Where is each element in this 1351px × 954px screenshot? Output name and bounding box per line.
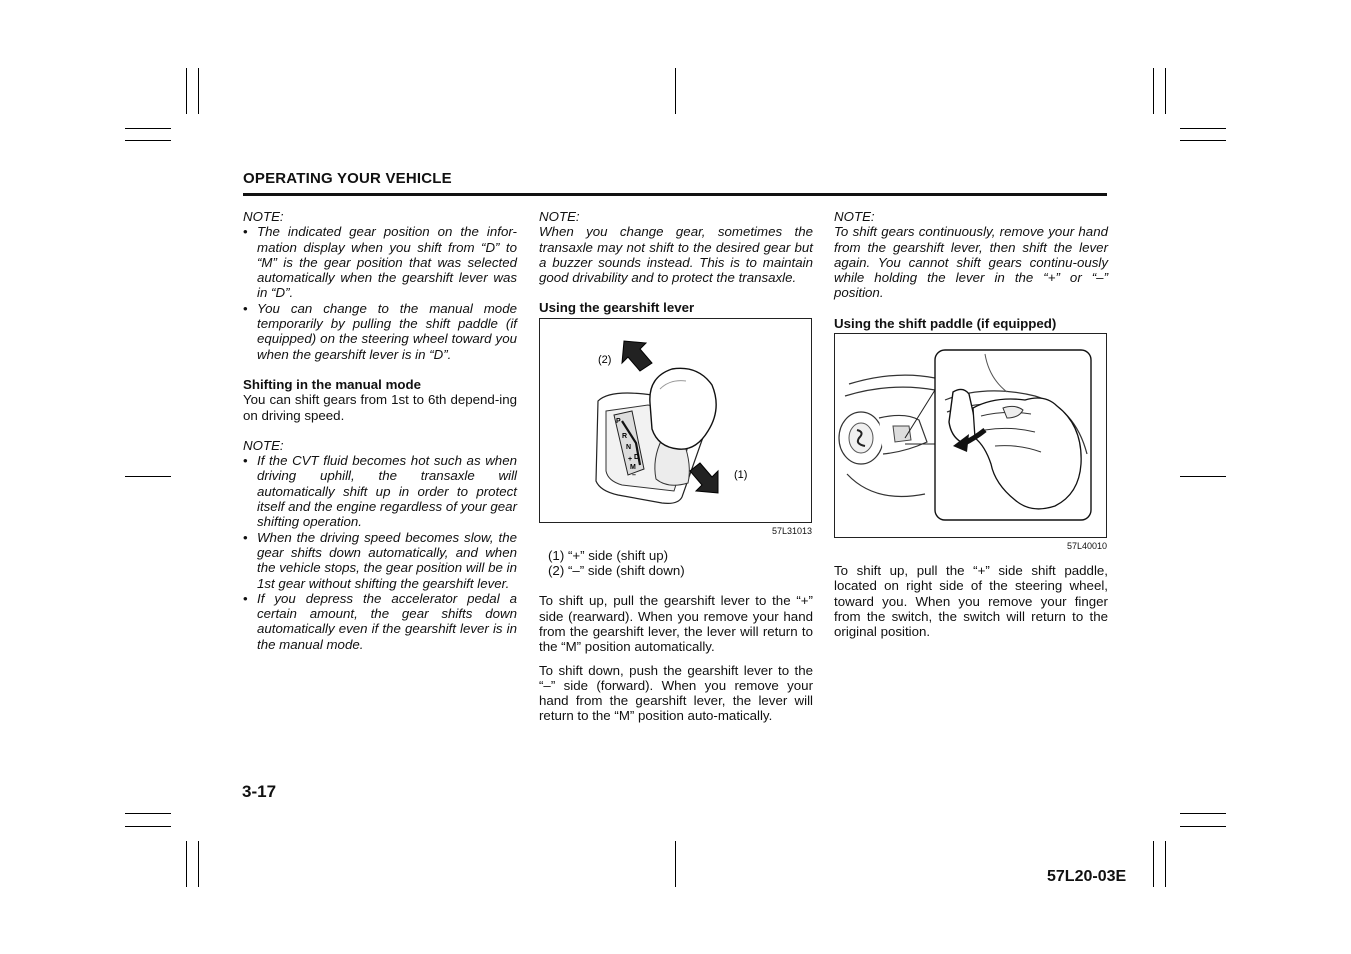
crop-mark (1180, 476, 1226, 477)
note-heading: NOTE: (834, 209, 875, 224)
crop-mark (1165, 841, 1166, 887)
crop-mark (675, 68, 676, 114)
crop-mark (1180, 140, 1226, 141)
shift-paddle-illustration (835, 334, 1106, 537)
gate-letter: P (616, 417, 621, 425)
body-paragraph: To shift up, pull the gearshift lever to the “+” side (rearward). When you remove your hand from the gearshift lever, the lever will return to the “M” position automatically. (539, 593, 813, 655)
note-item: • The indicated gear position on the infor-mation display when you shift from “D” to “M” is the gear position that was selected automatically when the gearshift lever was in “D”. (243, 224, 517, 300)
caption-item: (1) “+” side (shift up) (548, 547, 669, 563)
document-code: 57L20-03E (1047, 868, 1127, 885)
figure-captions (539, 548, 813, 579)
crop-mark (675, 841, 676, 887)
figure-code: 57L31013 (771, 525, 812, 536)
crop-mark (198, 68, 199, 114)
crop-mark (125, 813, 171, 814)
crop-mark (125, 128, 171, 129)
subsection-heading: Shifting in the manual mode (243, 376, 422, 392)
label-2: (2) (598, 353, 612, 366)
crop-mark (125, 826, 171, 827)
note-list (243, 224, 517, 362)
crop-mark (186, 68, 187, 114)
section-title: OPERATING YOUR VEHICLE (243, 170, 452, 187)
subsection-heading: Using the shift paddle (if equipped) (834, 315, 1057, 331)
gate-letter: D (634, 453, 640, 461)
gate-letter: M (630, 463, 636, 471)
page-number: 3-17 (242, 782, 277, 801)
note-item: • If the CVT fluid becomes hot such as when driving uphill, the transaxle will automatically shift up in order to protect itself and the engine regardless of your gear shifting operation. (243, 453, 517, 529)
gate-letter: – (632, 471, 636, 479)
caption-item: (2) “–” side (shift down) (548, 563, 685, 579)
gate-letter: + (628, 455, 633, 463)
label-1: (1) (734, 468, 748, 481)
note-heading: NOTE: (539, 209, 580, 224)
note-item: • When the driving speed becomes slow, the gear shifts down automatically, and when the vehicle stops, the gear position will be in 1st gear without shifting the gearshift lever. (243, 530, 517, 591)
note-list (243, 453, 517, 652)
body-paragraph: To shift up, pull the “+” side shift paddle, located on right side of the steering wheel, toward you. When you remove your finger from the switch, the switch will return to the original position. (834, 563, 1108, 640)
crop-mark (1153, 841, 1154, 887)
note-heading: NOTE: (243, 209, 284, 224)
crop-mark (1180, 128, 1226, 129)
note-item: • If you depress the accelerator pedal a certain amount, the gear shifts down automatically even if the gearshift lever is in the manual mode. (243, 591, 517, 652)
note-heading: NOTE: (243, 437, 284, 453)
figure-code: 57L40010 (1066, 541, 1107, 552)
shift-paddle-figure (834, 333, 1107, 538)
note-text: When you change gear, sometimes the transaxle may not shift to the desired gear but a buzzer sounds instead. This is to maintain good drivability and to protect the transaxle. (539, 224, 813, 286)
title-rule (243, 193, 1107, 196)
crop-mark (125, 476, 171, 477)
subsection-heading: Using the gearshift lever (539, 300, 695, 316)
body-paragraph: You can shift gears from 1st to 6th depend-ing on driving speed. (243, 392, 517, 423)
column-3 (834, 209, 1108, 640)
crop-mark (1165, 68, 1166, 114)
crop-mark (1180, 826, 1226, 827)
crop-mark (1153, 68, 1154, 114)
crop-mark (198, 841, 199, 887)
note-text: To shift gears continuously, remove your hand from the gearshift lever, then shift the lever again. You cannot shift gears continu-ously while holding the lever in the “+” or “–” position. (834, 224, 1108, 301)
column-1 (243, 209, 517, 652)
column-2 (539, 209, 813, 724)
crop-mark (1180, 813, 1226, 814)
gearshift-lever-illustration (540, 319, 811, 522)
note-item: • You can change to the manual mode temporarily by pulling the shift paddle (if equipped) on the steering wheel toward you when the gearshift lever is in “D”. (243, 301, 517, 362)
gate-letter: N (626, 443, 632, 451)
gearshift-lever-figure (539, 318, 812, 523)
gate-letter: R (622, 432, 628, 440)
body-paragraph: To shift down, push the gearshift lever to the “–” side (forward). When you remove your hand from the gearshift lever, the lever will return to the “M” position auto-matically. (539, 662, 813, 724)
crop-mark (125, 140, 171, 141)
crop-mark (186, 841, 187, 887)
